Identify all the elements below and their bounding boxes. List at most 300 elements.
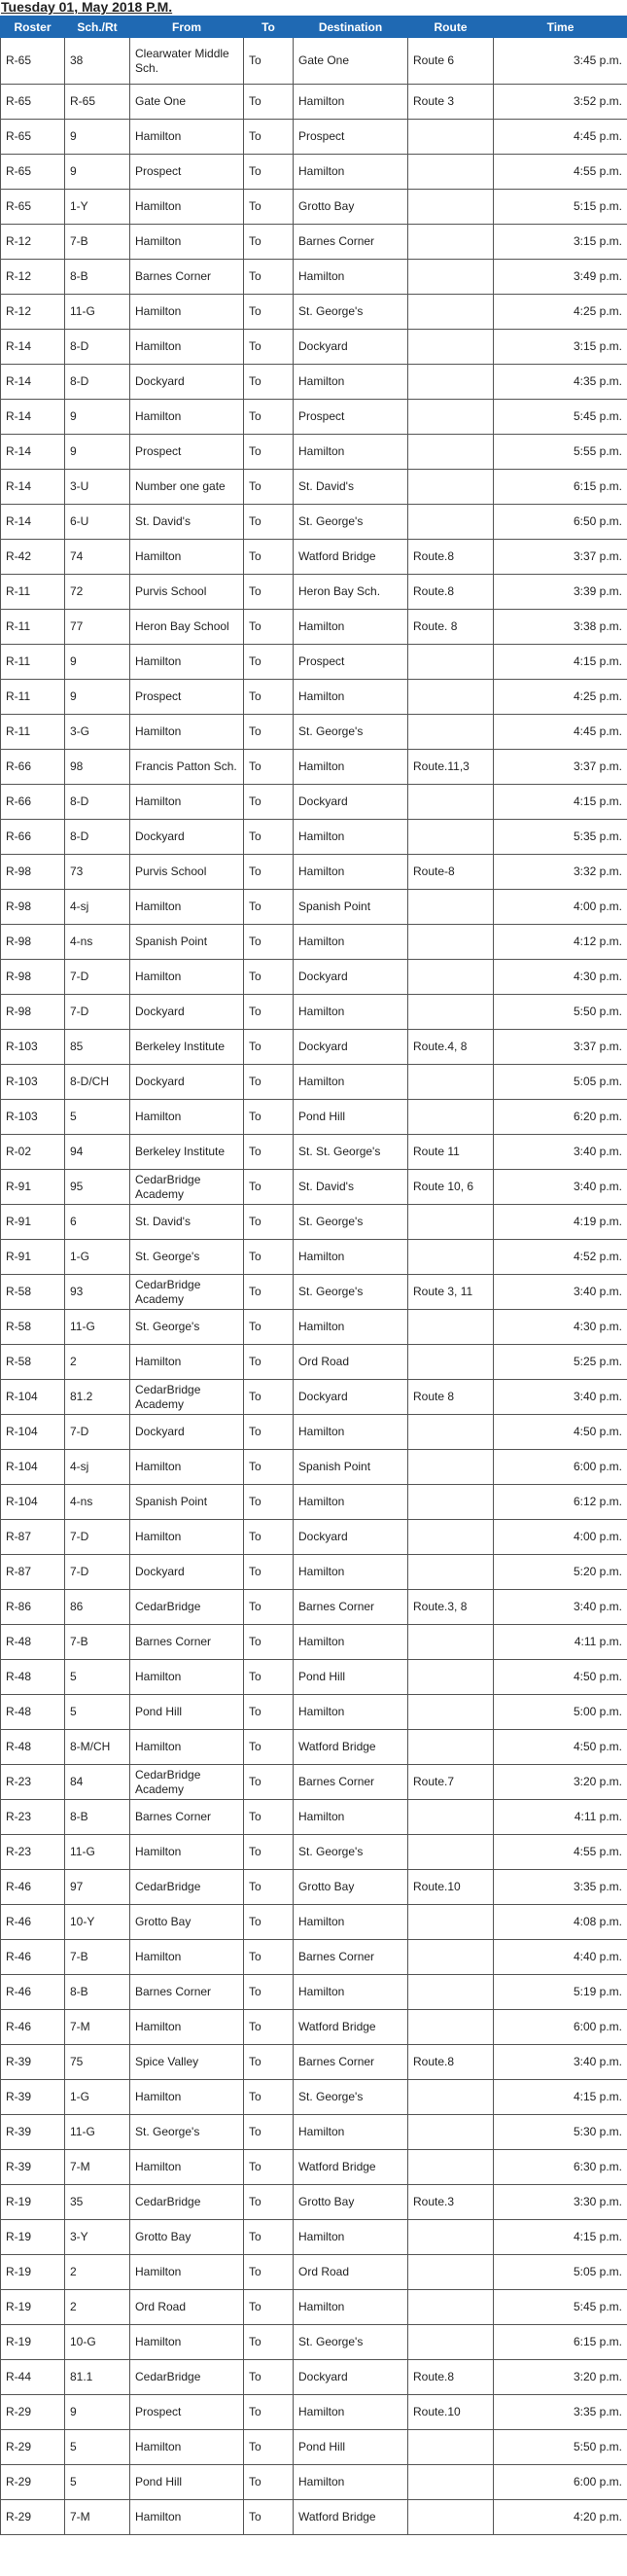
destination-cell: Spanish Point <box>294 1450 408 1485</box>
from-cell: Hamilton <box>130 2080 244 2115</box>
time-cell: 4:52 p.m. <box>494 1240 627 1275</box>
to-cell: To <box>244 995 294 1030</box>
table-row <box>1 1555 627 1590</box>
route-cell: Route.3 <box>408 2185 494 2220</box>
from-cell: Hamilton <box>130 1940 244 1975</box>
route-cell <box>408 1345 494 1380</box>
from-cell: Hamilton <box>130 2500 244 2535</box>
roster-cell: R-39 <box>1 2080 65 2115</box>
table-row <box>1 575 627 610</box>
from-cell: Hamilton <box>130 330 244 365</box>
roster-cell: R-46 <box>1 2010 65 2045</box>
from-cell: Dockyard <box>130 1065 244 1100</box>
time-cell: 5:30 p.m. <box>494 2115 627 2150</box>
table-row <box>1 85 627 120</box>
to-cell: To <box>244 1345 294 1380</box>
route-cell <box>408 1940 494 1975</box>
table-row <box>1 820 627 855</box>
sch-rt-cell: 10-G <box>65 2325 130 2360</box>
destination-cell: St. George's <box>294 295 408 330</box>
roster-cell: R-23 <box>1 1835 65 1870</box>
time-cell: 5:50 p.m. <box>494 995 627 1030</box>
from-cell: CedarBridge <box>130 1870 244 1905</box>
time-cell: 6:00 p.m. <box>494 2010 627 2045</box>
destination-cell: Prospect <box>294 645 408 680</box>
route-cell <box>408 1625 494 1660</box>
table-row <box>1 2465 627 2500</box>
to-cell: To <box>244 1065 294 1100</box>
to-cell: To <box>244 1240 294 1275</box>
time-cell: 3:20 p.m. <box>494 2360 627 2395</box>
to-cell: To <box>244 1520 294 1555</box>
route-cell <box>408 785 494 820</box>
sch-rt-cell: 7-D <box>65 995 130 1030</box>
roster-cell: R-39 <box>1 2115 65 2150</box>
route-cell <box>408 1415 494 1450</box>
table-row <box>1 1345 627 1380</box>
roster-cell: R-66 <box>1 820 65 855</box>
time-cell: 4:12 p.m. <box>494 925 627 960</box>
sch-rt-cell: 11-G <box>65 2115 130 2150</box>
destination-cell: Hamilton <box>294 1695 408 1730</box>
roster-cell: R-46 <box>1 1870 65 1905</box>
time-cell: 5:20 p.m. <box>494 1555 627 1590</box>
table-row <box>1 1590 627 1625</box>
time-cell: 4:00 p.m. <box>494 890 627 925</box>
roster-cell: R-46 <box>1 1905 65 1940</box>
table-row <box>1 260 627 295</box>
to-cell: To <box>244 715 294 750</box>
from-cell: CedarBridge <box>130 1590 244 1625</box>
to-cell: To <box>244 1450 294 1485</box>
sch-rt-cell: 5 <box>65 1100 130 1135</box>
from-cell: Hamilton <box>130 295 244 330</box>
roster-cell: R-46 <box>1 1975 65 2010</box>
table-row <box>1 505 627 540</box>
to-cell: To <box>244 1835 294 1870</box>
destination-cell: Hamilton <box>294 1485 408 1520</box>
destination-cell: Hamilton <box>294 1905 408 1940</box>
destination-cell: Barnes Corner <box>294 225 408 260</box>
route-cell: Route.8 <box>408 2360 494 2395</box>
table-row <box>1 38 627 85</box>
time-cell: 4:40 p.m. <box>494 1940 627 1975</box>
sch-rt-cell: 10-Y <box>65 1905 130 1940</box>
route-cell <box>408 470 494 505</box>
to-cell: To <box>244 1310 294 1345</box>
from-cell: St. George's <box>130 2115 244 2150</box>
sch-rt-cell: 1-Y <box>65 190 130 225</box>
table-row <box>1 2430 627 2465</box>
to-cell: To <box>244 1135 294 1170</box>
route-cell: Route. 8 <box>408 610 494 645</box>
destination-cell: St. George's <box>294 2080 408 2115</box>
from-cell: Barnes Corner <box>130 1625 244 1660</box>
table-row <box>1 1310 627 1345</box>
roster-cell: R-29 <box>1 2395 65 2430</box>
sch-rt-cell: 2 <box>65 2255 130 2290</box>
to-cell: To <box>244 2430 294 2465</box>
sch-rt-cell: 86 <box>65 1590 130 1625</box>
time-cell: 6:50 p.m. <box>494 505 627 540</box>
time-cell: 4:30 p.m. <box>494 1310 627 1345</box>
route-cell: Route-8 <box>408 855 494 890</box>
to-cell: To <box>244 1800 294 1835</box>
from-cell: Prospect <box>130 435 244 470</box>
table-row <box>1 1030 627 1065</box>
destination-cell: Barnes Corner <box>294 1765 408 1800</box>
destination-cell: Hamilton <box>294 1625 408 1660</box>
roster-cell: R-12 <box>1 260 65 295</box>
time-cell: 5:19 p.m. <box>494 1975 627 2010</box>
sch-rt-cell: 7-D <box>65 960 130 995</box>
roster-cell: R-91 <box>1 1205 65 1240</box>
from-cell: Hamilton <box>130 190 244 225</box>
sch-rt-cell: 8-B <box>65 260 130 295</box>
destination-cell: Ord Road <box>294 1345 408 1380</box>
from-cell: CedarBridge Academy <box>130 1765 244 1800</box>
to-cell: To <box>244 330 294 365</box>
sch-rt-cell: 7-D <box>65 1520 130 1555</box>
sch-rt-cell: 5 <box>65 1660 130 1695</box>
route-cell <box>408 1695 494 1730</box>
time-cell: 6:00 p.m. <box>494 2465 627 2500</box>
roster-cell: R-98 <box>1 890 65 925</box>
to-cell: To <box>244 785 294 820</box>
roster-cell: R-65 <box>1 120 65 155</box>
table-row <box>1 1765 627 1800</box>
time-cell: 4:55 p.m. <box>494 155 627 190</box>
destination-cell: Grotto Bay <box>294 2185 408 2220</box>
destination-cell: St. George's <box>294 505 408 540</box>
route-cell <box>408 2500 494 2535</box>
from-cell: Dockyard <box>130 820 244 855</box>
table-row <box>1 1730 627 1765</box>
roster-cell: R-86 <box>1 1590 65 1625</box>
time-cell: 4:25 p.m. <box>494 295 627 330</box>
route-cell: Route 3, 11 <box>408 1275 494 1310</box>
time-cell: 4:25 p.m. <box>494 680 627 715</box>
table-row <box>1 785 627 820</box>
route-cell <box>408 1800 494 1835</box>
time-cell: 3:20 p.m. <box>494 1765 627 1800</box>
from-cell: Barnes Corner <box>130 1800 244 1835</box>
destination-cell: Hamilton <box>294 680 408 715</box>
roster-cell: R-39 <box>1 2045 65 2080</box>
route-cell: Route 8 <box>408 1380 494 1415</box>
sch-rt-cell: 5 <box>65 2430 130 2465</box>
table-row <box>1 2010 627 2045</box>
from-cell: Hamilton <box>130 785 244 820</box>
route-cell <box>408 400 494 435</box>
sch-rt-cell: 84 <box>65 1765 130 1800</box>
destination-cell: Hamilton <box>294 925 408 960</box>
route-cell: Route.4, 8 <box>408 1030 494 1065</box>
to-cell: To <box>244 1940 294 1975</box>
sch-rt-cell: 7-D <box>65 1555 130 1590</box>
sch-rt-cell: 9 <box>65 400 130 435</box>
table-row <box>1 1450 627 1485</box>
to-cell: To <box>244 1100 294 1135</box>
to-cell: To <box>244 1275 294 1310</box>
time-cell: 4:15 p.m. <box>494 2220 627 2255</box>
sch-rt-cell: 9 <box>65 155 130 190</box>
roster-cell: R-104 <box>1 1450 65 1485</box>
roster-cell: R-19 <box>1 2325 65 2360</box>
route-cell <box>408 960 494 995</box>
table-row <box>1 540 627 575</box>
roster-cell: R-65 <box>1 85 65 120</box>
time-cell: 3:35 p.m. <box>494 2395 627 2430</box>
to-cell: To <box>244 155 294 190</box>
route-cell <box>408 120 494 155</box>
route-cell <box>408 1905 494 1940</box>
sch-rt-cell: 8-D <box>65 330 130 365</box>
table-row <box>1 295 627 330</box>
from-cell: Hamilton <box>130 645 244 680</box>
sch-rt-cell: 11-G <box>65 1835 130 1870</box>
table-row <box>1 2255 627 2290</box>
destination-cell: Watford Bridge <box>294 2010 408 2045</box>
destination-cell: Hamilton <box>294 2395 408 2430</box>
to-cell: To <box>244 85 294 120</box>
table-row <box>1 610 627 645</box>
sch-rt-cell: 8-B <box>65 1800 130 1835</box>
sch-rt-cell: 77 <box>65 610 130 645</box>
time-cell: 5:45 p.m. <box>494 2290 627 2325</box>
route-cell <box>408 1310 494 1345</box>
roster-cell: R-48 <box>1 1660 65 1695</box>
sch-rt-cell: 9 <box>65 680 130 715</box>
destination-cell: Hamilton <box>294 85 408 120</box>
table-row <box>1 1800 627 1835</box>
sch-rt-cell: 7-B <box>65 225 130 260</box>
table-row <box>1 960 627 995</box>
sch-rt-cell: R-65 <box>65 85 130 120</box>
table-row <box>1 1520 627 1555</box>
roster-cell: R-65 <box>1 155 65 190</box>
sch-rt-cell: 9 <box>65 435 130 470</box>
roster-cell: R-104 <box>1 1380 65 1415</box>
sch-rt-cell: 3-U <box>65 470 130 505</box>
to-cell: To <box>244 2185 294 2220</box>
to-cell: To <box>244 2360 294 2395</box>
time-cell: 5:45 p.m. <box>494 400 627 435</box>
destination-cell: Hamilton <box>294 1310 408 1345</box>
destination-cell: Hamilton <box>294 1800 408 1835</box>
table-row <box>1 2290 627 2325</box>
destination-cell: Prospect <box>294 120 408 155</box>
time-cell: 3:39 p.m. <box>494 575 627 610</box>
sch-rt-cell: 6-U <box>65 505 130 540</box>
from-cell: Grotto Bay <box>130 1905 244 1940</box>
table-row <box>1 750 627 785</box>
from-cell: Prospect <box>130 155 244 190</box>
from-cell: Grotto Bay <box>130 2220 244 2255</box>
to-cell: To <box>244 575 294 610</box>
to-cell: To <box>244 2010 294 2045</box>
destination-cell: Barnes Corner <box>294 1590 408 1625</box>
destination-cell: St. David's <box>294 1170 408 1205</box>
roster-cell: R-87 <box>1 1555 65 1590</box>
from-cell: Hamilton <box>130 1450 244 1485</box>
destination-cell: Grotto Bay <box>294 190 408 225</box>
sch-rt-cell: 93 <box>65 1275 130 1310</box>
route-cell <box>408 1975 494 2010</box>
sch-rt-cell: 97 <box>65 1870 130 1905</box>
bus-schedule-table <box>0 16 627 2535</box>
to-cell: To <box>244 435 294 470</box>
roster-cell: R-103 <box>1 1065 65 1100</box>
from-cell: Dockyard <box>130 1555 244 1590</box>
to-cell: To <box>244 2395 294 2430</box>
time-cell: 3:38 p.m. <box>494 610 627 645</box>
time-cell: 4:35 p.m. <box>494 365 627 400</box>
from-cell: CedarBridge Academy <box>130 1170 244 1205</box>
time-cell: 3:37 p.m. <box>494 750 627 785</box>
route-cell <box>408 995 494 1030</box>
table-row <box>1 890 627 925</box>
from-cell: Hamilton <box>130 890 244 925</box>
time-cell: 6:30 p.m. <box>494 2150 627 2185</box>
to-cell: To <box>244 680 294 715</box>
table-row <box>1 995 627 1030</box>
table-row <box>1 855 627 890</box>
from-cell: St. David's <box>130 505 244 540</box>
col-header-route: Route <box>408 17 494 38</box>
to-cell: To <box>244 1730 294 1765</box>
to-cell: To <box>244 2465 294 2500</box>
roster-cell: R-11 <box>1 715 65 750</box>
route-cell <box>408 2325 494 2360</box>
to-cell: To <box>244 890 294 925</box>
header-row <box>1 17 627 38</box>
destination-cell: Dockyard <box>294 2360 408 2395</box>
from-cell: CedarBridge Academy <box>130 1275 244 1310</box>
route-cell: Route 11 <box>408 1135 494 1170</box>
sch-rt-cell: 7-M <box>65 2500 130 2535</box>
roster-cell: R-14 <box>1 365 65 400</box>
col-header-time: Time <box>494 17 627 38</box>
time-cell: 4:08 p.m. <box>494 1905 627 1940</box>
roster-cell: R-29 <box>1 2500 65 2535</box>
destination-cell: St. George's <box>294 1205 408 1240</box>
sch-rt-cell: 72 <box>65 575 130 610</box>
destination-cell: Hamilton <box>294 2290 408 2325</box>
sch-rt-cell: 98 <box>65 750 130 785</box>
table-row <box>1 330 627 365</box>
to-cell: To <box>244 120 294 155</box>
time-cell: 3:40 p.m. <box>494 1380 627 1415</box>
from-cell: Ord Road <box>130 2290 244 2325</box>
sch-rt-cell: 94 <box>65 1135 130 1170</box>
time-cell: 6:15 p.m. <box>494 2325 627 2360</box>
route-cell <box>408 2290 494 2325</box>
route-cell <box>408 1555 494 1590</box>
from-cell: Gate One <box>130 85 244 120</box>
from-cell: Hamilton <box>130 400 244 435</box>
roster-cell: R-19 <box>1 2255 65 2290</box>
roster-cell: R-65 <box>1 38 65 85</box>
to-cell: To <box>244 610 294 645</box>
time-cell: 4:15 p.m. <box>494 645 627 680</box>
table-row <box>1 400 627 435</box>
roster-cell: R-19 <box>1 2185 65 2220</box>
roster-cell: R-23 <box>1 1800 65 1835</box>
sch-rt-cell: 11-G <box>65 1310 130 1345</box>
sch-rt-cell: 7-D <box>65 1415 130 1450</box>
table-row <box>1 435 627 470</box>
time-cell: 4:30 p.m. <box>494 960 627 995</box>
destination-cell: Barnes Corner <box>294 1940 408 1975</box>
roster-cell: R-58 <box>1 1275 65 1310</box>
destination-cell: Hamilton <box>294 1975 408 2010</box>
route-cell <box>408 2010 494 2045</box>
to-cell: To <box>244 1380 294 1415</box>
time-cell: 5:05 p.m. <box>494 1065 627 1100</box>
from-cell: St. David's <box>130 1205 244 1240</box>
to-cell: To <box>244 1765 294 1800</box>
to-cell: To <box>244 1905 294 1940</box>
from-cell: Hamilton <box>130 1520 244 1555</box>
roster-cell: R-104 <box>1 1415 65 1450</box>
table-row <box>1 1170 627 1205</box>
from-cell: Heron Bay School <box>130 610 244 645</box>
route-cell: Route.10 <box>408 1870 494 1905</box>
to-cell: To <box>244 365 294 400</box>
sch-rt-cell: 75 <box>65 2045 130 2080</box>
col-header-from: From <box>130 17 244 38</box>
from-cell: Hamilton <box>130 1100 244 1135</box>
sch-rt-cell: 1-G <box>65 1240 130 1275</box>
sch-rt-cell: 73 <box>65 855 130 890</box>
table-row <box>1 2360 627 2395</box>
from-cell: Spice Valley <box>130 2045 244 2080</box>
route-cell <box>408 1450 494 1485</box>
destination-cell: Hamilton <box>294 1555 408 1590</box>
sch-rt-cell: 7-M <box>65 2010 130 2045</box>
route-cell <box>408 1730 494 1765</box>
time-cell: 5:05 p.m. <box>494 2255 627 2290</box>
to-cell: To <box>244 960 294 995</box>
roster-cell: R-91 <box>1 1240 65 1275</box>
roster-cell: R-91 <box>1 1170 65 1205</box>
from-cell: Prospect <box>130 2395 244 2430</box>
table-row <box>1 1660 627 1695</box>
from-cell: Dockyard <box>130 995 244 1030</box>
to-cell: To <box>244 400 294 435</box>
time-cell: 6:20 p.m. <box>494 1100 627 1135</box>
destination-cell: Dockyard <box>294 1030 408 1065</box>
to-cell: To <box>244 2255 294 2290</box>
table-row <box>1 645 627 680</box>
time-cell: 4:20 p.m. <box>494 2500 627 2535</box>
roster-cell: R-12 <box>1 225 65 260</box>
time-cell: 4:50 p.m. <box>494 1660 627 1695</box>
to-cell: To <box>244 190 294 225</box>
destination-cell: Hamilton <box>294 2465 408 2500</box>
to-cell: To <box>244 470 294 505</box>
destination-cell: Watford Bridge <box>294 2500 408 2535</box>
destination-cell: St. George's <box>294 2325 408 2360</box>
route-cell <box>408 715 494 750</box>
roster-cell: R-29 <box>1 2465 65 2500</box>
table-row <box>1 2080 627 2115</box>
destination-cell: Pond Hill <box>294 2430 408 2465</box>
from-cell: Spanish Point <box>130 925 244 960</box>
sch-rt-cell: 1-G <box>65 2080 130 2115</box>
time-cell: 3:15 p.m. <box>494 225 627 260</box>
